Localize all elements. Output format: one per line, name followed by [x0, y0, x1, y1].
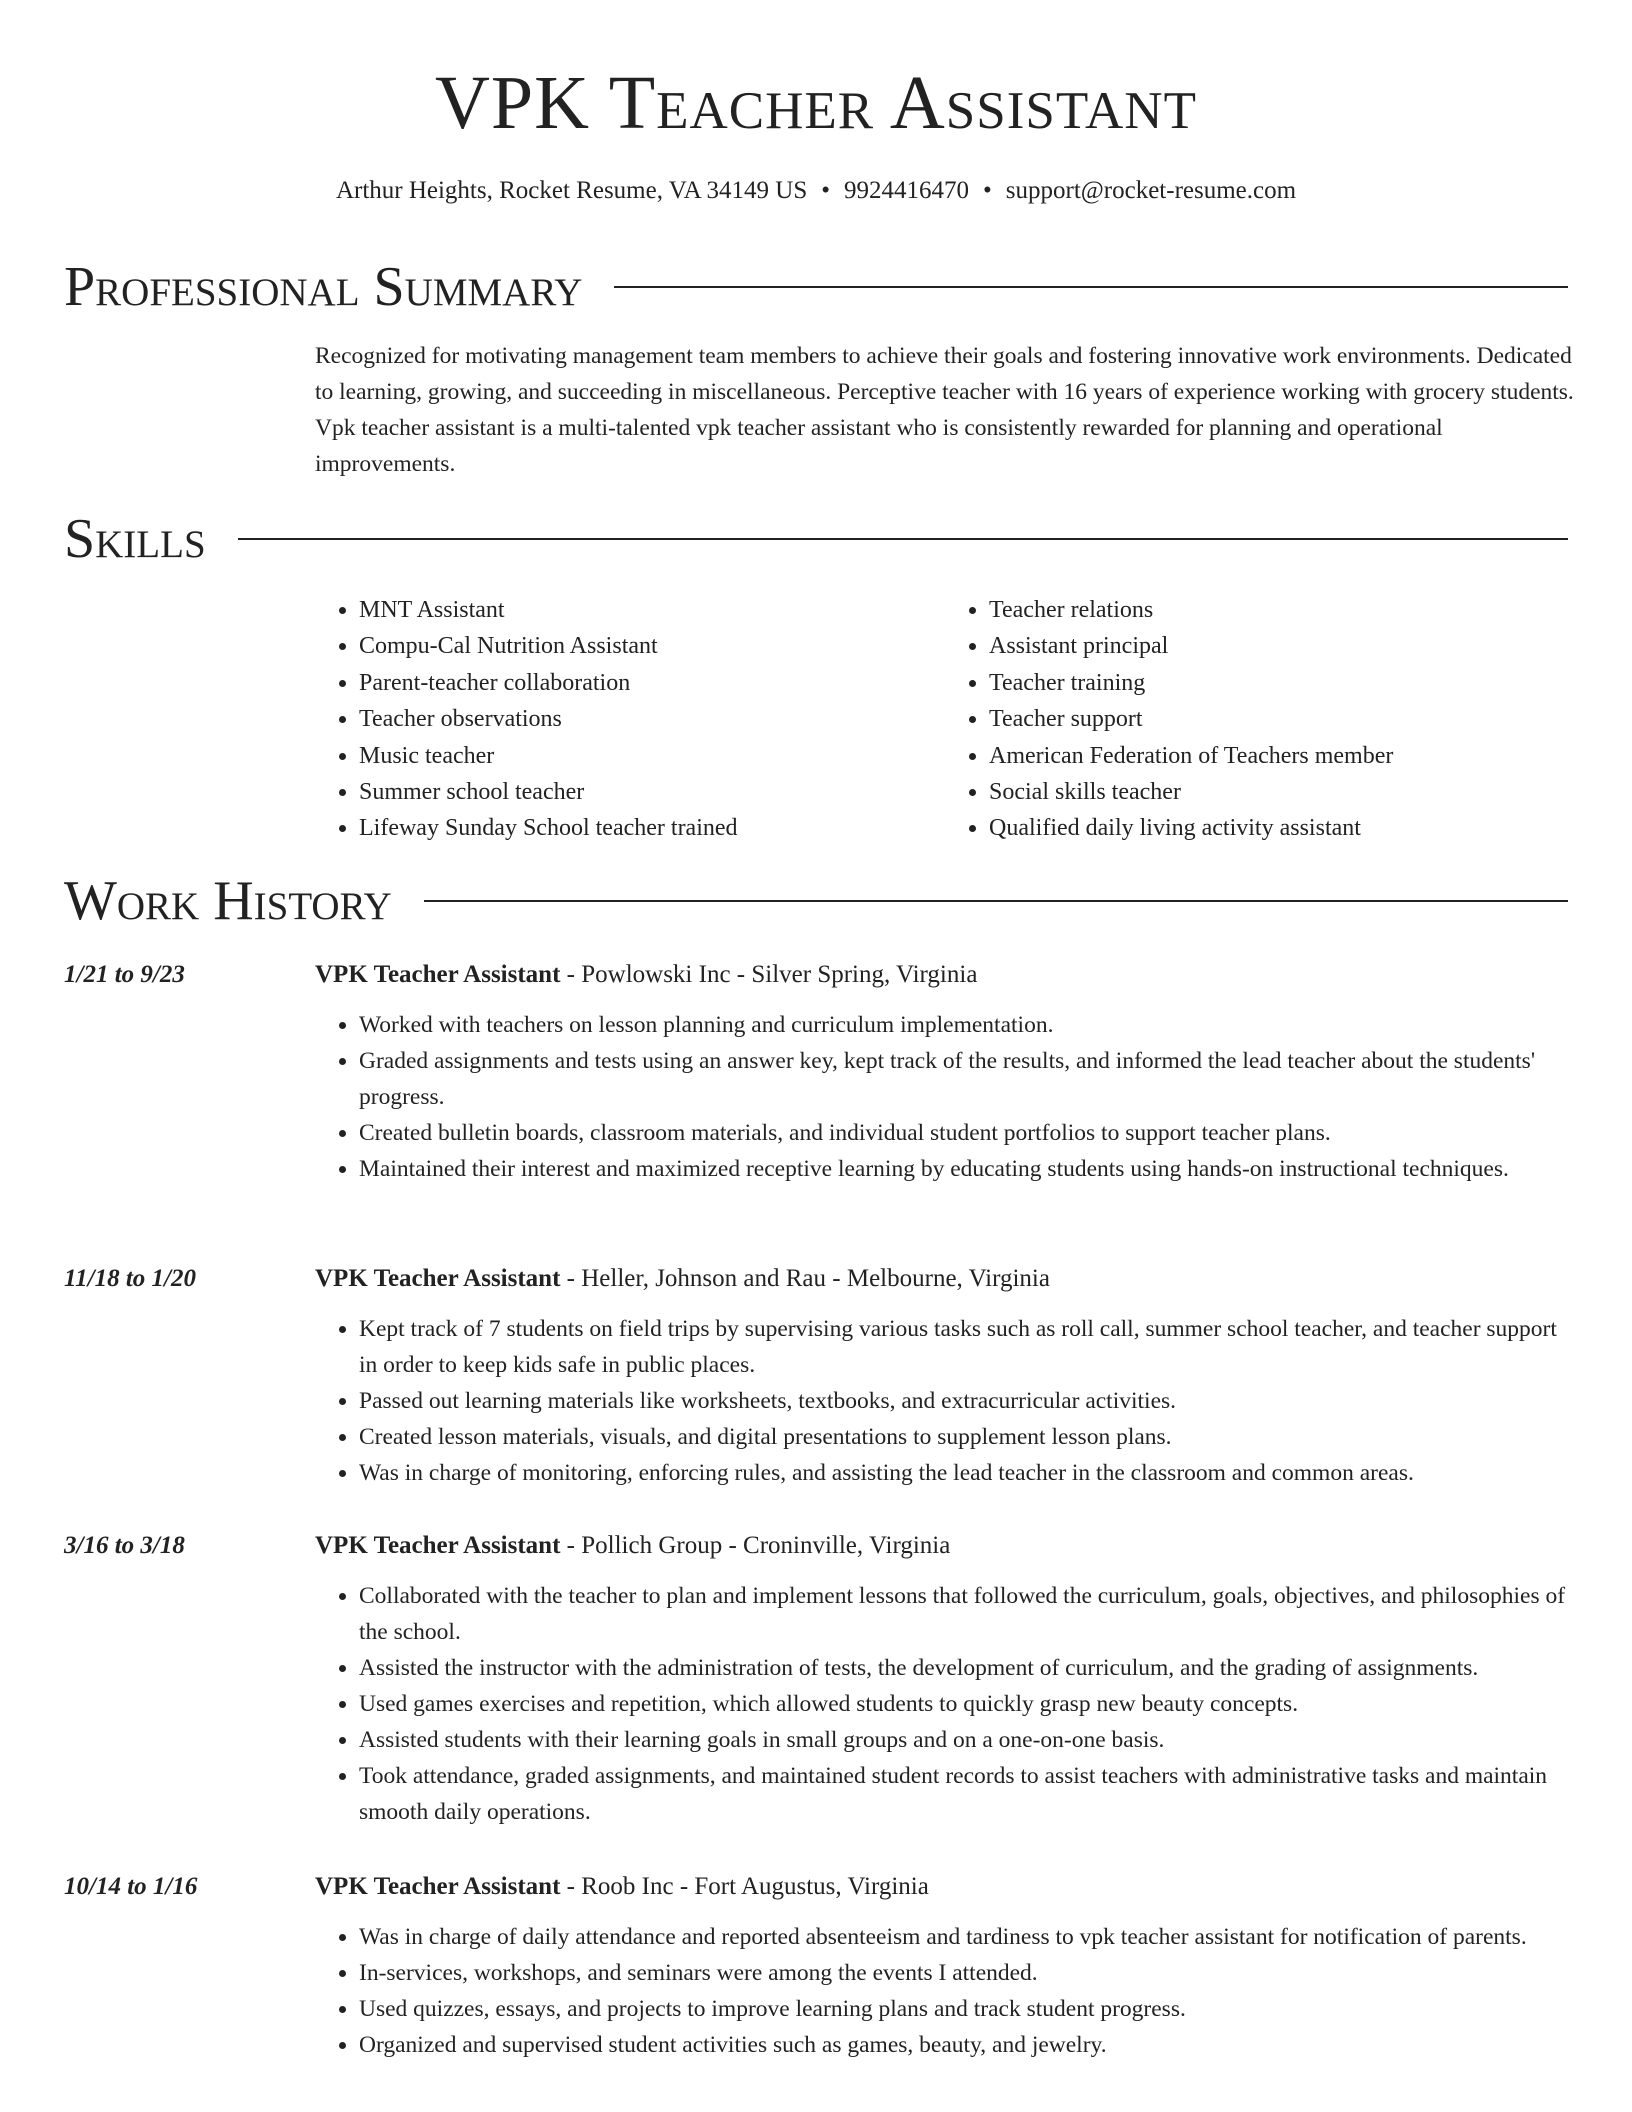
job-title: VPK Teacher Assistant	[315, 1532, 561, 1559]
skills-section-header	[64, 508, 1568, 570]
job-duties	[315, 1919, 1579, 2063]
job-duty: • Was in charge of daily attendance and reported absenteeism and tardiness to vpk teacher assistant for notification of parents.	[359, 1919, 1579, 1955]
section-divider	[424, 900, 1568, 902]
job-employer: - Heller, Johnson and Rau - Melbourne, Virginia	[560, 1265, 1050, 1292]
job-dates: 1/21 to 9/23	[64, 961, 185, 988]
job-heading	[315, 1261, 1568, 1297]
job-employer: - Powlowski Inc - Silver Spring, Virginia	[560, 961, 978, 988]
contact-separator: •	[821, 177, 830, 204]
contact-line	[0, 174, 1632, 208]
job-title: VPK Teacher Assistant	[315, 1873, 561, 1900]
skill-item: • Compu-Cal Nutrition Assistant	[359, 628, 945, 664]
job-duty: • Organized and supervised student activities such as games, beauty, and jewelry.	[359, 2027, 1579, 2063]
job-duty: • Kept track of 7 students on field trips by supervising various tasks such as roll call, summer school teacher, and teacher support in order to keep kids safe in public places.	[359, 1311, 1579, 1383]
job-duties	[315, 1311, 1579, 1491]
skill-item: • Summer school teacher	[359, 774, 945, 810]
skills-title: Skills	[64, 508, 206, 570]
job-duty: • Assisted students with their learning goals in small groups and on a one-on-one basis.	[359, 1722, 1579, 1758]
skills-list	[315, 592, 1575, 847]
skill-item: • Lifeway Sunday School teacher trained	[359, 810, 945, 846]
job-employer: - Roob Inc - Fort Augustus, Virginia	[560, 1873, 929, 1900]
job-duty: • In-services, workshops, and seminars were among the events I attended.	[359, 1955, 1579, 1991]
job-heading	[315, 957, 1568, 993]
job-dates: 11/18 to 1/20	[64, 1265, 196, 1292]
skill-item: • Teacher observations	[359, 701, 945, 737]
section-divider	[238, 538, 1568, 540]
job-employer: - Pollich Group - Croninville, Virginia	[560, 1532, 951, 1559]
contact-separator: •	[983, 177, 992, 204]
summary-section-header	[64, 256, 1568, 318]
job-duty: • Worked with teachers on lesson planning and curriculum implementation.	[359, 1007, 1579, 1043]
skill-item: • Teacher support	[989, 701, 1575, 737]
job-duty: • Used quizzes, essays, and projects to improve learning plans and track student progress.	[359, 1991, 1579, 2027]
job-duty: • Maintained their interest and maximized receptive learning by educating students using hands-on instructional techniques.	[359, 1151, 1579, 1187]
job-duty: • Collaborated with the teacher to plan and implement lessons that followed the curriculum, goals, objectives, and philosophies of the school.	[359, 1578, 1579, 1650]
skill-item: • MNT Assistant	[359, 592, 945, 628]
summary-text: Recognized for motivating management team members to achieve their goals and fostering innovative work environments. Dedicated to learning, growing, and succeeding in miscellaneous. Perceptive teacher with 16 years of experience working with grocery students. Vpk teacher assistant is a multi-talented vpk teacher assistant who is consistently rewarded for planning and operational improvements.	[315, 343, 1574, 477]
job-duty: • Graded assignments and tests using an answer key, kept track of the results, and informed the lead teacher about the students' progress.	[359, 1043, 1579, 1115]
skill-item: • American Federation of Teachers member	[989, 738, 1575, 774]
skill-item: • Social skills teacher	[989, 774, 1575, 810]
skill-item: • Qualified daily living activity assistant	[989, 810, 1575, 846]
skill-item: • Music teacher	[359, 738, 945, 774]
contact-phone: 9924416470	[844, 177, 969, 204]
skill-item: • Teacher training	[989, 665, 1575, 701]
job-duty: • Created bulletin boards, classroom materials, and individual student portfolios to support teacher plans.	[359, 1115, 1579, 1151]
job-duty: • Assisted the instructor with the administration of tests, the development of curriculum, and the grading of assignments.	[359, 1650, 1579, 1686]
contact-address: Arthur Heights, Rocket Resume, VA 34149 US	[335, 177, 808, 204]
job-duties	[315, 1007, 1579, 1187]
job-duty: • Created lesson materials, visuals, and digital presentations to supplement lesson plans.	[359, 1419, 1579, 1455]
job-title: VPK Teacher Assistant	[315, 961, 561, 988]
work-title: Work History	[64, 870, 392, 932]
summary-title: Professional Summary	[64, 256, 583, 318]
job-dates: 10/14 to 1/16	[64, 1873, 198, 1900]
job-duties	[315, 1578, 1579, 1830]
job-duty: • Passed out learning materials like worksheets, textbooks, and extracurricular activities.	[359, 1383, 1579, 1419]
job-duty: • Was in charge of monitoring, enforcing rules, and assisting the lead teacher in the classroom and common areas.	[359, 1455, 1579, 1491]
job-dates: 3/16 to 3/18	[64, 1532, 185, 1559]
job-heading	[315, 1869, 1568, 1905]
work-section-header	[64, 870, 1568, 932]
job-duty: • Took attendance, graded assignments, and maintained student records to assist teachers with administrative tasks and maintain smooth daily operations.	[359, 1758, 1579, 1830]
skill-item: • Assistant principal	[989, 628, 1575, 664]
skill-item: • Teacher relations	[989, 592, 1575, 628]
contact-email: support@rocket-resume.com	[1005, 177, 1297, 204]
skills-column-left	[315, 592, 945, 847]
skill-item: • Parent-teacher collaboration	[359, 665, 945, 701]
section-divider	[614, 286, 1568, 288]
job-duty: • Used games exercises and repetition, which allowed students to quickly grasp new beauty concepts.	[359, 1686, 1579, 1722]
candidate-name: VPK Teacher Assistant	[435, 61, 1197, 145]
job-heading	[315, 1528, 1568, 1564]
skills-column-right	[945, 592, 1575, 847]
job-title: VPK Teacher Assistant	[315, 1265, 561, 1292]
